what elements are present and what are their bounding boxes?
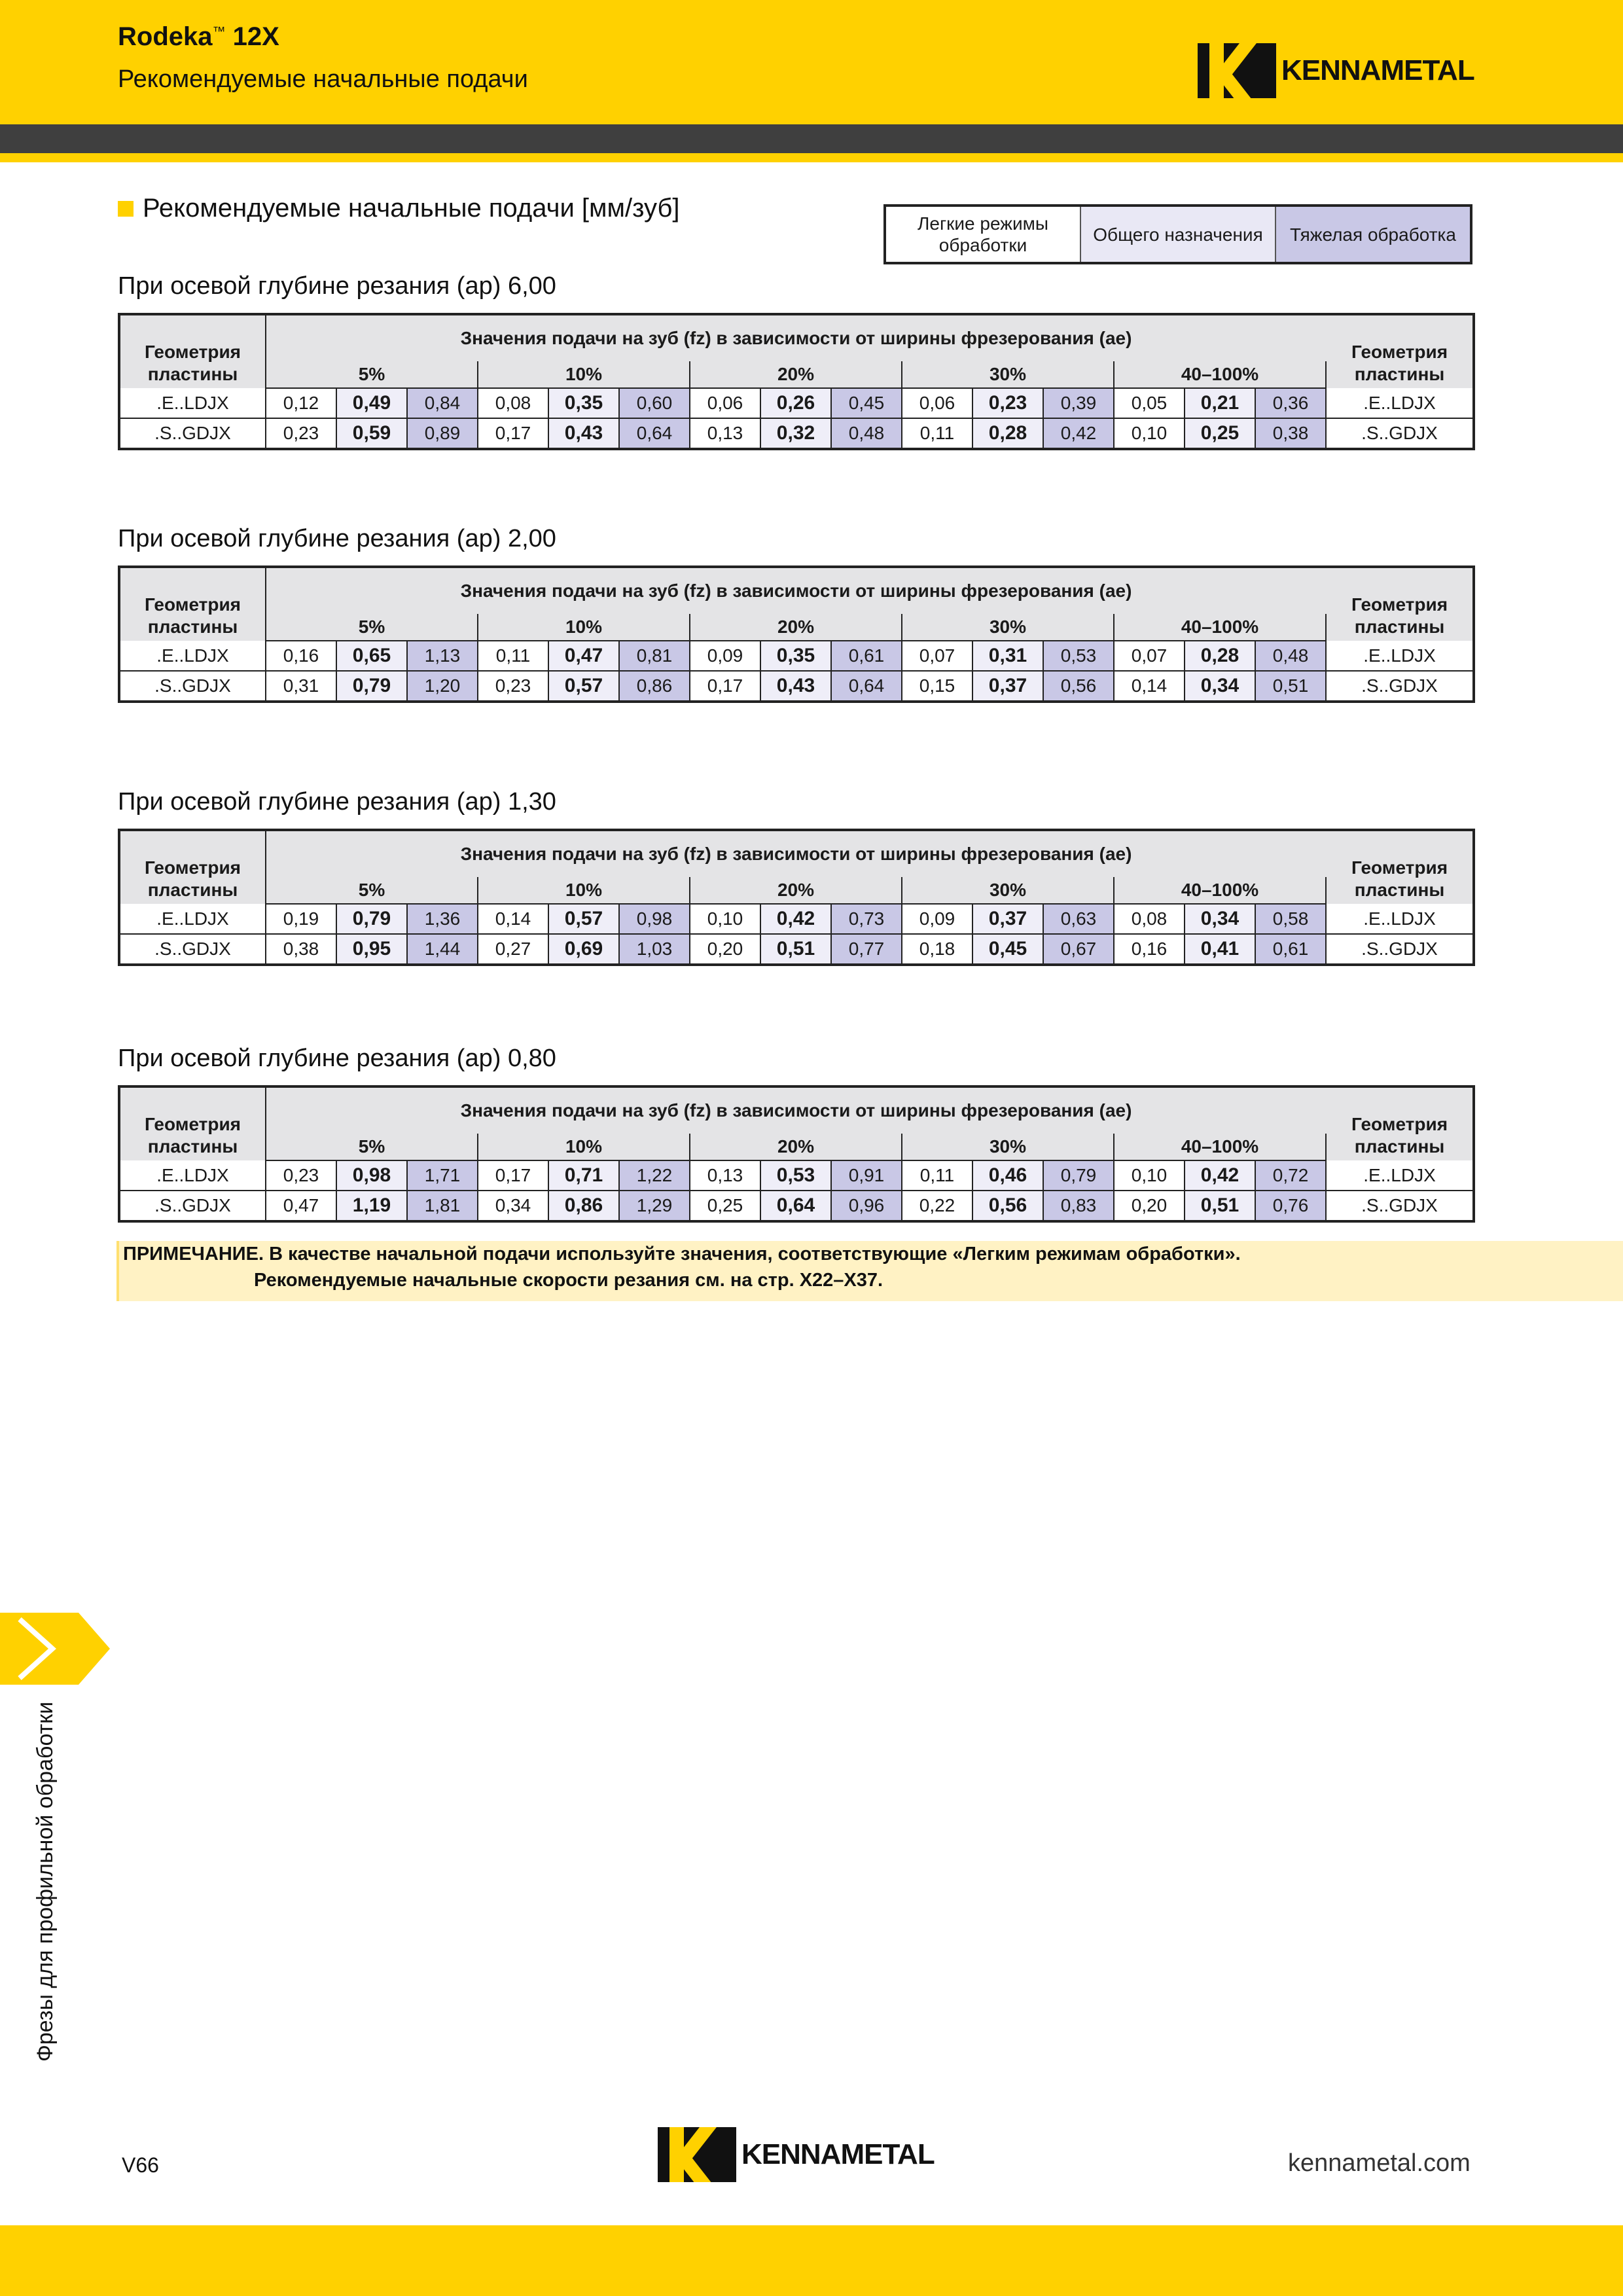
yellow-square-icon bbox=[118, 201, 134, 217]
header-dark-band bbox=[0, 124, 1623, 153]
light-feed-cell: 0,09 bbox=[690, 641, 760, 671]
geometry-header: Геометрия пластины bbox=[119, 567, 266, 641]
feed-table bbox=[118, 1085, 1475, 1223]
general-feed-cell: 0,51 bbox=[760, 934, 831, 965]
heavy-feed-cell: 0,81 bbox=[619, 641, 690, 671]
general-feed-cell: 0,57 bbox=[548, 671, 619, 702]
light-feed-cell: 0,07 bbox=[902, 641, 972, 671]
general-feed-cell: 0,42 bbox=[760, 904, 831, 934]
width-header: 20% bbox=[690, 361, 902, 388]
geometry-header: Геометрия пластины bbox=[1326, 314, 1474, 388]
table-row bbox=[119, 1160, 1474, 1191]
heavy-feed-cell: 0,58 bbox=[1255, 904, 1326, 934]
light-feed-cell: 0,14 bbox=[478, 904, 548, 934]
heavy-feed-cell: 0,64 bbox=[831, 671, 902, 702]
section-title: При осевой глубине резания (ap) 6,00 bbox=[118, 272, 556, 300]
general-feed-cell: 0,21 bbox=[1185, 388, 1255, 418]
general-feed-cell: 0,47 bbox=[548, 641, 619, 671]
general-feed-cell: 0,86 bbox=[548, 1191, 619, 1221]
general-feed-cell: 0,43 bbox=[548, 418, 619, 449]
light-feed-cell: 0,25 bbox=[690, 1191, 760, 1221]
note-line-1: ПРИМЕЧАНИЕ. В качестве начальной подачи используйте значения, соответствующие «Легким режимам обработки». bbox=[123, 1244, 1241, 1265]
light-feed-cell: 0,31 bbox=[266, 671, 336, 702]
heavy-feed-cell: 0,36 bbox=[1255, 388, 1326, 418]
width-header: 40–100% bbox=[1114, 614, 1326, 641]
general-feed-cell: 1,19 bbox=[336, 1191, 407, 1221]
geometry-header: Геометрия пластины bbox=[1326, 830, 1474, 904]
table-row bbox=[119, 418, 1474, 449]
heavy-feed-cell: 0,38 bbox=[1255, 418, 1326, 449]
light-feed-cell: 0,11 bbox=[478, 641, 548, 671]
heavy-feed-cell: 0,79 bbox=[1043, 1160, 1114, 1191]
light-feed-cell: 0,06 bbox=[902, 388, 972, 418]
general-feed-cell: 0,79 bbox=[336, 904, 407, 934]
feed-header: Значения подачи на зуб (fz) в зависимости от ширины фрезерования (ae) bbox=[266, 830, 1326, 877]
feed-table bbox=[118, 313, 1475, 450]
section-title: При осевой глубине резания (ap) 2,00 bbox=[118, 525, 556, 552]
light-feed-cell: 0,16 bbox=[266, 641, 336, 671]
heavy-feed-cell: 0,56 bbox=[1043, 671, 1114, 702]
footer-bar bbox=[0, 2225, 1623, 2296]
geometry-cell: .E..LDJX bbox=[119, 641, 266, 671]
general-feed-cell: 0,28 bbox=[972, 418, 1043, 449]
light-feed-cell: 0,16 bbox=[1114, 934, 1185, 965]
heavy-feed-cell: 0,98 bbox=[619, 904, 690, 934]
light-feed-cell: 0,23 bbox=[266, 1160, 336, 1191]
geometry-cell: .S..GDJX bbox=[119, 934, 266, 965]
width-header: 30% bbox=[902, 361, 1114, 388]
light-feed-cell: 0,23 bbox=[478, 671, 548, 702]
heavy-feed-cell: 0,51 bbox=[1255, 671, 1326, 702]
width-header: 10% bbox=[478, 614, 690, 641]
general-feed-cell: 0,95 bbox=[336, 934, 407, 965]
general-feed-cell: 0,59 bbox=[336, 418, 407, 449]
kennametal-logo-top bbox=[1198, 43, 1474, 98]
general-feed-cell: 0,32 bbox=[760, 418, 831, 449]
general-feed-cell: 0,31 bbox=[972, 641, 1043, 671]
light-feed-cell: 0,17 bbox=[690, 671, 760, 702]
general-feed-cell: 0,69 bbox=[548, 934, 619, 965]
kennametal-k-icon bbox=[1198, 43, 1276, 98]
brand-wordmark: KENNAMETAL bbox=[741, 2138, 935, 2170]
general-feed-cell: 0,79 bbox=[336, 671, 407, 702]
general-feed-cell: 0,28 bbox=[1185, 641, 1255, 671]
width-header: 20% bbox=[690, 1134, 902, 1160]
light-feed-cell: 0,05 bbox=[1114, 388, 1185, 418]
heavy-feed-cell: 0,61 bbox=[831, 641, 902, 671]
heavy-feed-cell: 0,42 bbox=[1043, 418, 1114, 449]
general-feed-cell: 0,43 bbox=[760, 671, 831, 702]
geometry-cell: .S..GDJX bbox=[1326, 671, 1474, 702]
width-header: 10% bbox=[478, 1134, 690, 1160]
width-header: 30% bbox=[902, 1134, 1114, 1160]
geometry-cell: .S..GDJX bbox=[119, 1191, 266, 1221]
geometry-cell: .S..GDJX bbox=[1326, 1191, 1474, 1221]
width-header: 5% bbox=[266, 877, 478, 904]
note-box bbox=[116, 1241, 1623, 1301]
light-feed-cell: 0,27 bbox=[478, 934, 548, 965]
website-link[interactable]: kennametal.com bbox=[1288, 2149, 1471, 2177]
geometry-cell: .E..LDJX bbox=[1326, 388, 1474, 418]
heavy-feed-cell: 1,22 bbox=[619, 1160, 690, 1191]
feed-header: Значения подачи на зуб (fz) в зависимости от ширины фрезерования (ae) bbox=[266, 567, 1326, 614]
general-feed-cell: 0,49 bbox=[336, 388, 407, 418]
geometry-cell: .E..LDJX bbox=[1326, 904, 1474, 934]
width-header: 5% bbox=[266, 1134, 478, 1160]
light-feed-cell: 0,10 bbox=[690, 904, 760, 934]
heavy-feed-cell: 0,86 bbox=[619, 671, 690, 702]
heavy-feed-cell: 0,83 bbox=[1043, 1191, 1114, 1221]
width-header: 5% bbox=[266, 614, 478, 641]
section-title: При осевой глубине резания (ap) 1,30 bbox=[118, 788, 556, 816]
general-feed-cell: 0,34 bbox=[1185, 671, 1255, 702]
geometry-header: Геометрия пластины bbox=[1326, 1086, 1474, 1160]
kennametal-k-icon bbox=[658, 2127, 736, 2182]
general-feed-cell: 0,35 bbox=[548, 388, 619, 418]
heavy-feed-cell: 0,73 bbox=[831, 904, 902, 934]
heavy-feed-cell: 0,63 bbox=[1043, 904, 1114, 934]
light-feed-cell: 0,47 bbox=[266, 1191, 336, 1221]
general-feed-cell: 0,23 bbox=[972, 388, 1043, 418]
page-subtitle: Рекомендуемые начальные подачи bbox=[118, 65, 528, 93]
light-feed-cell: 0,17 bbox=[478, 418, 548, 449]
light-feed-cell: 0,08 bbox=[1114, 904, 1185, 934]
heavy-feed-cell: 1,13 bbox=[407, 641, 478, 671]
general-feed-cell: 0,35 bbox=[760, 641, 831, 671]
width-header: 30% bbox=[902, 614, 1114, 641]
geometry-header: Геометрия пластины bbox=[119, 830, 266, 904]
heavy-feed-cell: 0,91 bbox=[831, 1160, 902, 1191]
general-feed-cell: 0,42 bbox=[1185, 1160, 1255, 1191]
geometry-cell: .E..LDJX bbox=[119, 1160, 266, 1191]
light-feed-cell: 0,22 bbox=[902, 1191, 972, 1221]
page-number: V66 bbox=[122, 2153, 159, 2177]
feed-table bbox=[118, 829, 1475, 966]
brand-wordmark: KENNAMETAL bbox=[1281, 54, 1474, 86]
light-feed-cell: 0,19 bbox=[266, 904, 336, 934]
table-row bbox=[119, 641, 1474, 671]
light-feed-cell: 0,13 bbox=[690, 1160, 760, 1191]
legend-heavy: Тяжелая обработка bbox=[1276, 207, 1470, 262]
light-feed-cell: 0,08 bbox=[478, 388, 548, 418]
width-header: 40–100% bbox=[1114, 877, 1326, 904]
light-feed-cell: 0,10 bbox=[1114, 418, 1185, 449]
light-feed-cell: 0,14 bbox=[1114, 671, 1185, 702]
width-header: 30% bbox=[902, 877, 1114, 904]
heavy-feed-cell: 1,44 bbox=[407, 934, 478, 965]
light-feed-cell: 0,15 bbox=[902, 671, 972, 702]
heavy-feed-cell: 1,71 bbox=[407, 1160, 478, 1191]
general-feed-cell: 0,34 bbox=[1185, 904, 1255, 934]
kennametal-logo-bottom bbox=[658, 2127, 935, 2182]
general-feed-cell: 0,56 bbox=[972, 1191, 1043, 1221]
light-feed-cell: 0,20 bbox=[690, 934, 760, 965]
general-feed-cell: 0,53 bbox=[760, 1160, 831, 1191]
heavy-feed-cell: 0,45 bbox=[831, 388, 902, 418]
geometry-cell: .E..LDJX bbox=[1326, 641, 1474, 671]
table-row bbox=[119, 934, 1474, 965]
general-feed-cell: 0,37 bbox=[972, 904, 1043, 934]
heavy-feed-cell: 1,29 bbox=[619, 1191, 690, 1221]
heavy-feed-cell: 0,61 bbox=[1255, 934, 1326, 965]
geometry-cell: .E..LDJX bbox=[119, 904, 266, 934]
product-name: Rodeka™ 12X bbox=[118, 22, 279, 51]
geometry-header: Геометрия пластины bbox=[119, 1086, 266, 1160]
heavy-feed-cell: 1,20 bbox=[407, 671, 478, 702]
light-feed-cell: 0,09 bbox=[902, 904, 972, 934]
light-feed-cell: 0,18 bbox=[902, 934, 972, 965]
light-feed-cell: 0,10 bbox=[1114, 1160, 1185, 1191]
general-feed-cell: 0,98 bbox=[336, 1160, 407, 1191]
heavy-feed-cell: 0,60 bbox=[619, 388, 690, 418]
light-feed-cell: 0,06 bbox=[690, 388, 760, 418]
heavy-feed-cell: 0,64 bbox=[619, 418, 690, 449]
heavy-feed-cell: 0,77 bbox=[831, 934, 902, 965]
light-feed-cell: 0,23 bbox=[266, 418, 336, 449]
feed-header: Значения подачи на зуб (fz) в зависимости от ширины фрезерования (ae) bbox=[266, 1086, 1326, 1134]
heavy-feed-cell: 0,84 bbox=[407, 388, 478, 418]
heavy-feed-cell: 0,48 bbox=[1255, 641, 1326, 671]
main-heading bbox=[118, 194, 680, 223]
heavy-feed-cell: 0,76 bbox=[1255, 1191, 1326, 1221]
side-label: Фрезы для профильной обработки bbox=[33, 1701, 58, 2062]
general-feed-cell: 0,45 bbox=[972, 934, 1043, 965]
geometry-cell: .S..GDJX bbox=[119, 671, 266, 702]
general-feed-cell: 0,37 bbox=[972, 671, 1043, 702]
general-feed-cell: 0,65 bbox=[336, 641, 407, 671]
general-feed-cell: 0,46 bbox=[972, 1160, 1043, 1191]
note-line-2: Рекомендуемые начальные скорости резания см. на стр. X22–X37. bbox=[254, 1270, 883, 1291]
geometry-cell: .S..GDJX bbox=[1326, 934, 1474, 965]
table-row bbox=[119, 388, 1474, 418]
heavy-feed-cell: 1,81 bbox=[407, 1191, 478, 1221]
main-heading-text: Рекомендуемые начальные подачи [мм/зуб] bbox=[143, 194, 680, 223]
width-header: 20% bbox=[690, 614, 902, 641]
light-feed-cell: 0,17 bbox=[478, 1160, 548, 1191]
width-header: 10% bbox=[478, 361, 690, 388]
width-header: 5% bbox=[266, 361, 478, 388]
light-feed-cell: 0,34 bbox=[478, 1191, 548, 1221]
geometry-cell: .S..GDJX bbox=[119, 418, 266, 449]
general-feed-cell: 0,26 bbox=[760, 388, 831, 418]
legend bbox=[883, 204, 1472, 264]
geometry-header: Геометрия пластины bbox=[1326, 567, 1474, 641]
heavy-feed-cell: 0,53 bbox=[1043, 641, 1114, 671]
general-feed-cell: 0,71 bbox=[548, 1160, 619, 1191]
geometry-cell: .E..LDJX bbox=[1326, 1160, 1474, 1191]
general-feed-cell: 0,25 bbox=[1185, 418, 1255, 449]
heavy-feed-cell: 1,36 bbox=[407, 904, 478, 934]
side-chevron-icon bbox=[0, 1613, 110, 1685]
table-row bbox=[119, 904, 1474, 934]
heavy-feed-cell: 0,67 bbox=[1043, 934, 1114, 965]
geometry-cell: .S..GDJX bbox=[1326, 418, 1474, 449]
legend-light: Легкие режимы обработки bbox=[886, 207, 1081, 262]
light-feed-cell: 0,38 bbox=[266, 934, 336, 965]
header-yellow-line bbox=[0, 153, 1623, 162]
light-feed-cell: 0,11 bbox=[902, 418, 972, 449]
heavy-feed-cell: 0,72 bbox=[1255, 1160, 1326, 1191]
width-header: 40–100% bbox=[1114, 361, 1326, 388]
heavy-feed-cell: 0,89 bbox=[407, 418, 478, 449]
heavy-feed-cell: 0,39 bbox=[1043, 388, 1114, 418]
heavy-feed-cell: 1,03 bbox=[619, 934, 690, 965]
width-header: 20% bbox=[690, 877, 902, 904]
section-title: При осевой глубине резания (ap) 0,80 bbox=[118, 1045, 556, 1072]
general-feed-cell: 0,64 bbox=[760, 1191, 831, 1221]
width-header: 40–100% bbox=[1114, 1134, 1326, 1160]
general-feed-cell: 0,51 bbox=[1185, 1191, 1255, 1221]
feed-header: Значения подачи на зуб (fz) в зависимости от ширины фрезерования (ae) bbox=[266, 314, 1326, 361]
table-row bbox=[119, 1191, 1474, 1221]
geometry-header: Геометрия пластины bbox=[119, 314, 266, 388]
light-feed-cell: 0,12 bbox=[266, 388, 336, 418]
heavy-feed-cell: 0,96 bbox=[831, 1191, 902, 1221]
light-feed-cell: 0,07 bbox=[1114, 641, 1185, 671]
feed-table bbox=[118, 565, 1475, 703]
light-feed-cell: 0,13 bbox=[690, 418, 760, 449]
light-feed-cell: 0,11 bbox=[902, 1160, 972, 1191]
table-row bbox=[119, 671, 1474, 702]
light-feed-cell: 0,20 bbox=[1114, 1191, 1185, 1221]
general-feed-cell: 0,41 bbox=[1185, 934, 1255, 965]
width-header: 10% bbox=[478, 877, 690, 904]
geometry-cell: .E..LDJX bbox=[119, 388, 266, 418]
legend-general: Общего назначения bbox=[1081, 207, 1276, 262]
heavy-feed-cell: 0,48 bbox=[831, 418, 902, 449]
general-feed-cell: 0,57 bbox=[548, 904, 619, 934]
